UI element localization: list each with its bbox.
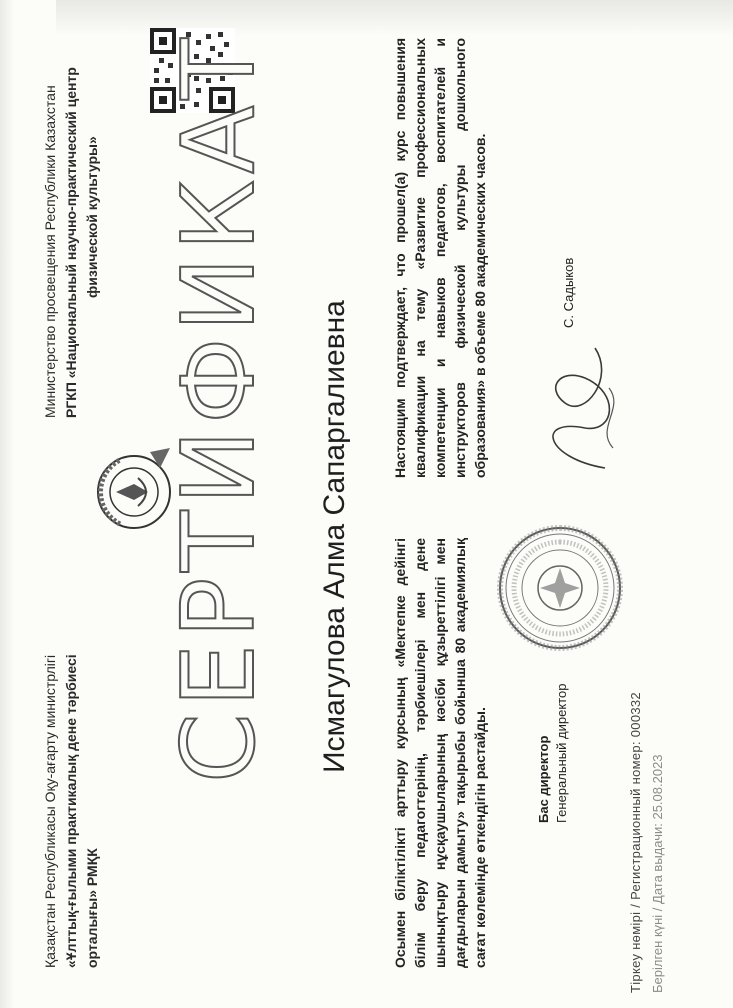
kazakh-header-line1: Қазақстан Республикасы Оқу-ағарту министрлігі bbox=[42, 654, 58, 968]
russian-header-line3: физической культуры» bbox=[84, 136, 100, 298]
kazakh-header bbox=[40, 608, 103, 968]
director-title-ru: Генеральный директор bbox=[554, 683, 569, 823]
director-name: С. Садыков bbox=[561, 257, 576, 328]
kazakh-header-line3: орталығы» РМҚК bbox=[84, 848, 100, 968]
recipient-name: Исмагулова Алма Сапаргалиевна bbox=[318, 300, 351, 773]
signature-scribble-icon bbox=[525, 328, 635, 488]
official-stamp-icon bbox=[495, 523, 625, 653]
kazakh-header-line2: «Ұлттық-ғылыми практикалық дене тәрбиесі bbox=[63, 654, 79, 968]
kazakh-paragraph: Осымен біліктілікті арттыру курсының «Мектепке дейінгі білім беру педагогтерінің, тәрбиешілері мен дене шынықтыру нұсқаушыларының кәсіби құзыреттілігі мен дағдыларын дамыту» тақырыбы бойынша 80 академиялық сағат көлемінде өткендігін растайды. bbox=[392, 538, 488, 968]
certificate-title: СЕРТИФИКАТ bbox=[160, 32, 277, 783]
russian-header-line2: РГКП «Национальный научно-практический центр bbox=[63, 67, 79, 418]
russian-header bbox=[40, 18, 103, 418]
official-stamp bbox=[495, 523, 625, 653]
director-signature bbox=[525, 328, 635, 488]
issue-date: Берілген күні / Дата выдачи: 25.08.2023 bbox=[650, 754, 665, 993]
russian-paragraph: Настоящим подтверждает, что прошел(а) курс повышения квалификации на тему «Развитие профессиональных компетенции и навыков педагогов, воспитателей и инструкторов физической культуры дошкольного образования» в объеме 80 академических часов. bbox=[392, 38, 488, 478]
registration-number: Тіркеу нөмірі / Регистрационный номер: 000332 bbox=[628, 692, 643, 993]
director-title-kz: Бас директор bbox=[536, 735, 551, 823]
russian-header-line1: Министерство просвещения Республики Казахстан bbox=[42, 85, 58, 418]
